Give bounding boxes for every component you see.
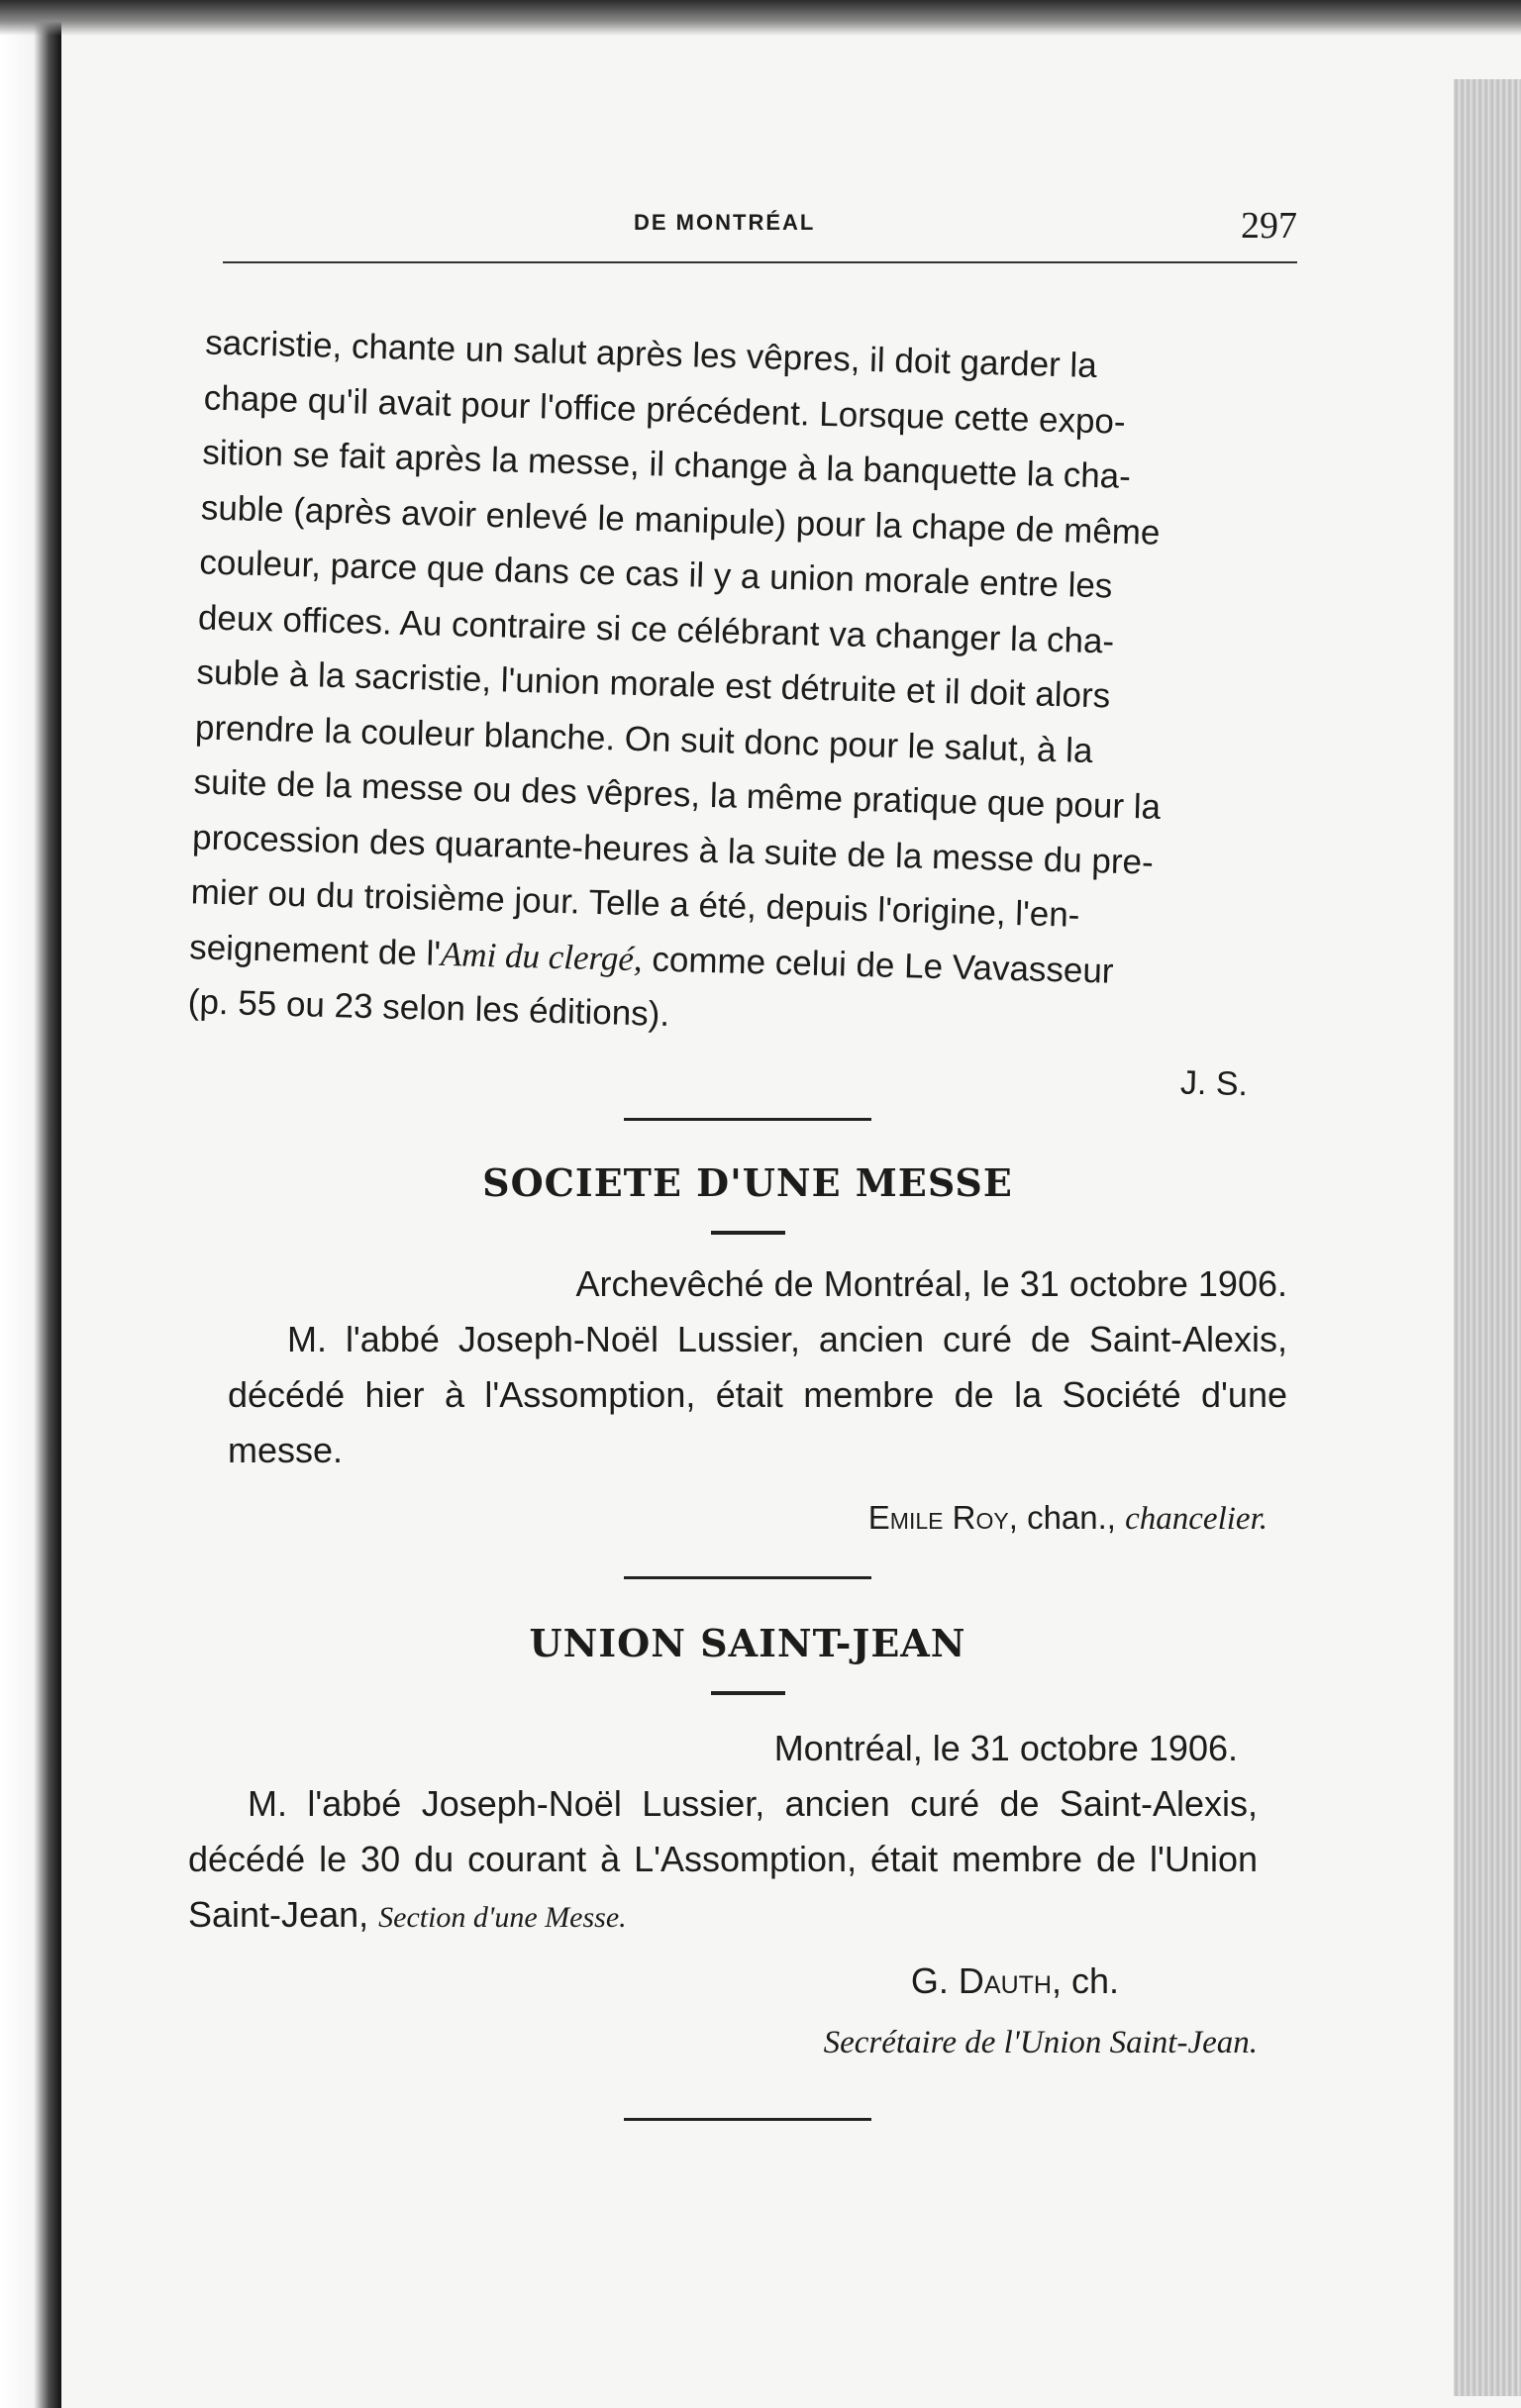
- societe-notice: [188, 1256, 1307, 1547]
- scan-binding-shadow: [0, 0, 61, 2408]
- notice-body-text: M. l'abbé Joseph-Noël Lussier, ancien curé de Saint-Alexis, décédé le 30 du courant à L'Assomption, était membre de l'Union Saint-Jean,: [188, 1783, 1258, 1935]
- signer-name: G. Dauth: [910, 1960, 1052, 2001]
- signer-title: , chan.,: [1008, 1499, 1126, 1536]
- section-title-societe: SOCIETE D'UNE MESSE: [482, 1160, 1013, 1205]
- title-rule: [711, 1231, 785, 1235]
- article-line: suble à la sacristie, l'union morale est détruite et il doit alors: [196, 652, 1111, 716]
- page-content: [188, 188, 1307, 2121]
- signer-name: Emile Roy: [867, 1499, 1009, 1536]
- signer-role: chancelier.: [1125, 1501, 1268, 1537]
- article-line: prendre la couleur blanche. On suit donc pour le salut, à la: [194, 707, 1093, 770]
- running-title: DE MONTRÉAL: [634, 210, 816, 235]
- section-divider: [624, 2118, 871, 2121]
- page-number: 297: [1241, 205, 1297, 247]
- title-rule: [711, 1691, 785, 1695]
- scan-top-shadow: [0, 0, 1521, 36]
- page-edge-stack: [1454, 79, 1521, 2396]
- notice-body-italic: Section d'une Messe.: [378, 1901, 627, 1934]
- article-line: sacristie, chante un salut après les vêpres, il doit garder la: [204, 323, 1098, 386]
- article-signature: J. S.: [1179, 1063, 1249, 1103]
- article-text: [168, 315, 1307, 1113]
- article-line: suble (après avoir enlevé le manipule) pour la chape de même: [200, 487, 1161, 552]
- signer-role: Secrétaire de l'Union Saint-Jean.: [823, 2025, 1258, 2060]
- journal-title: Ami du clergé,: [440, 934, 644, 978]
- union-notice: [188, 1721, 1307, 2070]
- header-rule: [223, 261, 1297, 263]
- section-title-union: UNION SAINT-JEAN: [529, 1621, 966, 1665]
- article-line: chape qu'il avait pour l'office précédent. Lorsque cette expo-: [203, 377, 1127, 442]
- article-line: deux offices. Au contraire si ce célébrant va changer la cha-: [197, 597, 1115, 661]
- dateline: Montréal, le 31 octobre 1906.: [773, 1728, 1238, 1768]
- article-line: procession des quarante-heures à la suite de la messe du pre-: [191, 817, 1155, 882]
- article-line: sition se fait après la messe, il change à la banquette la cha-: [201, 433, 1132, 496]
- notice-signature: [188, 1954, 1258, 2009]
- notice-body: M. l'abbé Joseph-Noël Lussier, ancien curé de Saint-Alexis, décédé hier à l'Assomption, était membre de la Société d'une messe.: [228, 1319, 1287, 1470]
- article-line: mier ou du troisième jour. Telle a été, depuis l'origine, l'en-: [190, 872, 1080, 935]
- notice-signature: [228, 1490, 1287, 1547]
- signer-title: , ch.: [1051, 1960, 1119, 2001]
- article-line-part: comme celui de Le Vavasseur: [642, 939, 1115, 991]
- notice-body: [188, 1776, 1258, 1946]
- article-line: (p. 55 ou 23 selon les éditions).: [187, 982, 670, 1034]
- article-line: couleur, parce que dans ce cas il y a union morale entre les: [198, 543, 1113, 606]
- dateline: Archevêché de Montréal, le 31 octobre 1906.: [575, 1263, 1287, 1304]
- article-line: suite de la messe ou des vêpres, la même pratique que pour la: [193, 762, 1162, 827]
- article-line-part: seignement de l': [188, 927, 442, 973]
- running-head: [188, 188, 1307, 257]
